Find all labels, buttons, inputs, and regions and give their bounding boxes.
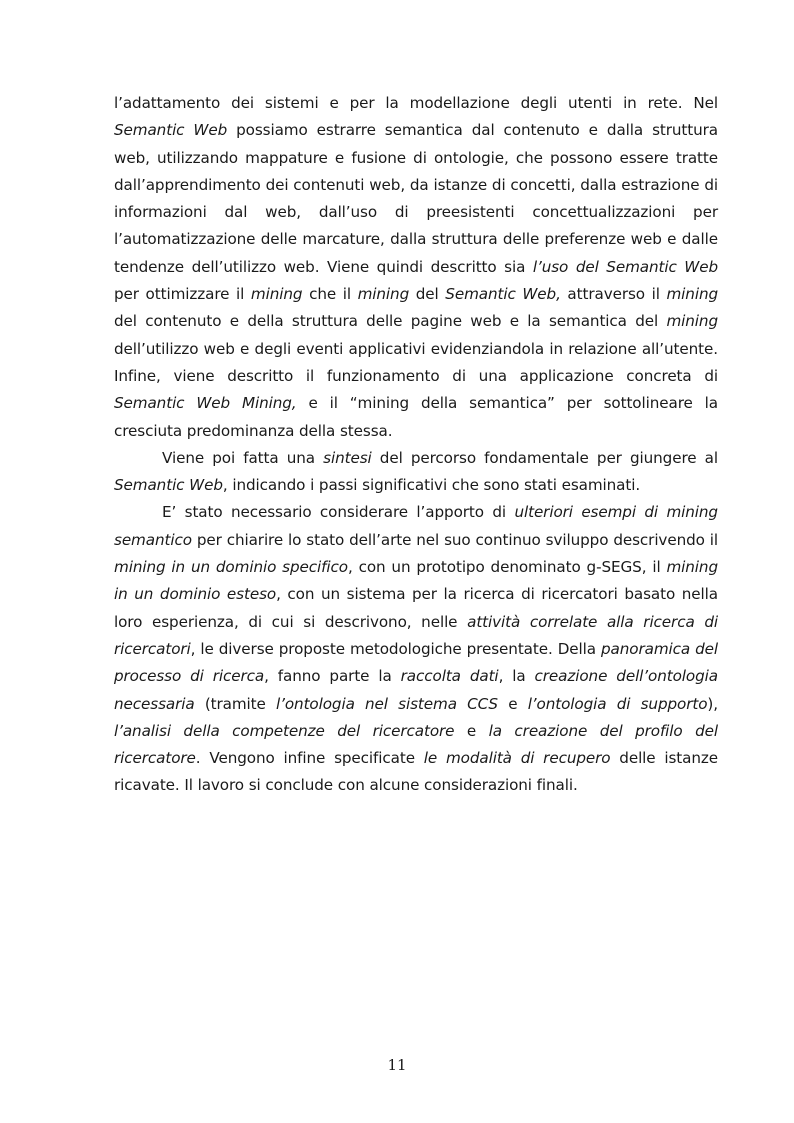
text-run: , con un sistema per la ricerca di ricercatori basato nella loro esperienza, di cui si descrivono, nelle xyxy=(114,585,718,631)
text-run: , le diverse proposte metodologiche presentate. Della xyxy=(190,639,601,658)
text-run: del contenuto e della struttura delle pagine web e la semantica del xyxy=(114,312,667,331)
text-run: per chiarire lo stato dell’arte nel suo continuo sviluppo descrivendo il xyxy=(191,530,718,549)
italic-text: ulteriori esempi di mining semantico xyxy=(114,503,718,549)
text-run: l’adattamento dei sistemi e per la modellazione degli utenti in rete. Nel xyxy=(114,94,718,112)
paragraph xyxy=(114,90,718,445)
text-run: che il xyxy=(302,285,358,304)
text-run: delle istanze ricavate. Il lavoro si conclude con alcune considerazioni finali. xyxy=(114,749,718,795)
text-run: ), xyxy=(707,694,718,713)
text-run: , con un prototipo denominato g-SEGS, il xyxy=(347,558,667,577)
italic-text: mining xyxy=(357,285,410,304)
paragraph xyxy=(114,499,718,799)
italic-text: mining xyxy=(250,285,303,304)
italic-text: Semantic Web xyxy=(114,121,228,140)
text-run: e xyxy=(454,721,489,740)
text-run: dell’utilizzo web e degli eventi applicativi evidenziandola in relazione all’utente. Infine, viene descritto il funzionamento di una applicazione concreta di xyxy=(114,339,718,385)
text-run: del percorso fondamentale per giungere al xyxy=(371,448,718,467)
text-run: Viene poi fatta una xyxy=(162,448,324,467)
italic-text: mining xyxy=(666,285,719,304)
italic-text: raccolta dati xyxy=(400,667,499,686)
text-run: (tramite xyxy=(194,694,276,713)
text-run: del xyxy=(409,285,446,304)
italic-text: Semantic Web, xyxy=(445,285,561,304)
text-run: , la xyxy=(498,667,535,686)
italic-text: creazione dell’ontologia necessaria xyxy=(114,667,718,713)
italic-text: l’ontologia nel sistema CCS xyxy=(276,694,498,713)
italic-text: mining xyxy=(666,312,718,331)
italic-text: mining in un dominio esteso xyxy=(114,558,718,604)
italic-text: Semantic Web Mining, xyxy=(114,394,297,413)
text-run: E’ stato necessario considerare l’apporto di xyxy=(162,503,515,522)
paragraph xyxy=(114,445,718,500)
text-run: e xyxy=(497,694,528,713)
italic-text: attività correlate alla ricerca di ricercatori xyxy=(114,612,718,658)
italic-text: l’analisi della competenze del ricercatore xyxy=(114,721,455,740)
text-run: , fanno parte la xyxy=(264,667,401,686)
page-number: 11 xyxy=(387,1056,407,1074)
italic-text: mining in un dominio specifico xyxy=(114,558,348,577)
text-run: possiamo estrarre semantica dal contenuto e dalla struttura web, utilizzando mappature e fusione di ontologie, che possono essere tratte dall’apprendimento dei contenuti web, da istanze di concetti, dalla estrazione di informazioni dal web, dall’uso di preesistenti concettualizzazioni per l’automatizzazione delle marcature, dalla struttura delle preferenze web e dalle tendenze dell’utilizzo web. Viene quindi descritto sia xyxy=(114,121,718,276)
italic-text: sintesi xyxy=(323,448,372,467)
italic-text: l’ontologia di supporto xyxy=(527,694,708,713)
text-run: e il “mining della semantica” per sottolineare la cresciuta predominanza della stessa. xyxy=(114,394,719,440)
italic-text: Semantic Web xyxy=(114,476,223,495)
italic-text: la creazione del profilo del ricercatore xyxy=(114,721,718,768)
italic-text: panoramica del processo di ricerca xyxy=(114,639,718,686)
text-run: attraverso il xyxy=(560,285,667,304)
text-run: . Vengono infine specificate xyxy=(195,749,424,768)
italic-text: l’uso del Semantic Web xyxy=(532,257,718,276)
text-run: per ottimizzare il xyxy=(114,285,251,304)
text-run: , indicando i passi significativi che sono stati esaminati. xyxy=(222,476,641,495)
italic-text: le modalità di recupero xyxy=(423,749,611,768)
body-text xyxy=(114,90,718,800)
